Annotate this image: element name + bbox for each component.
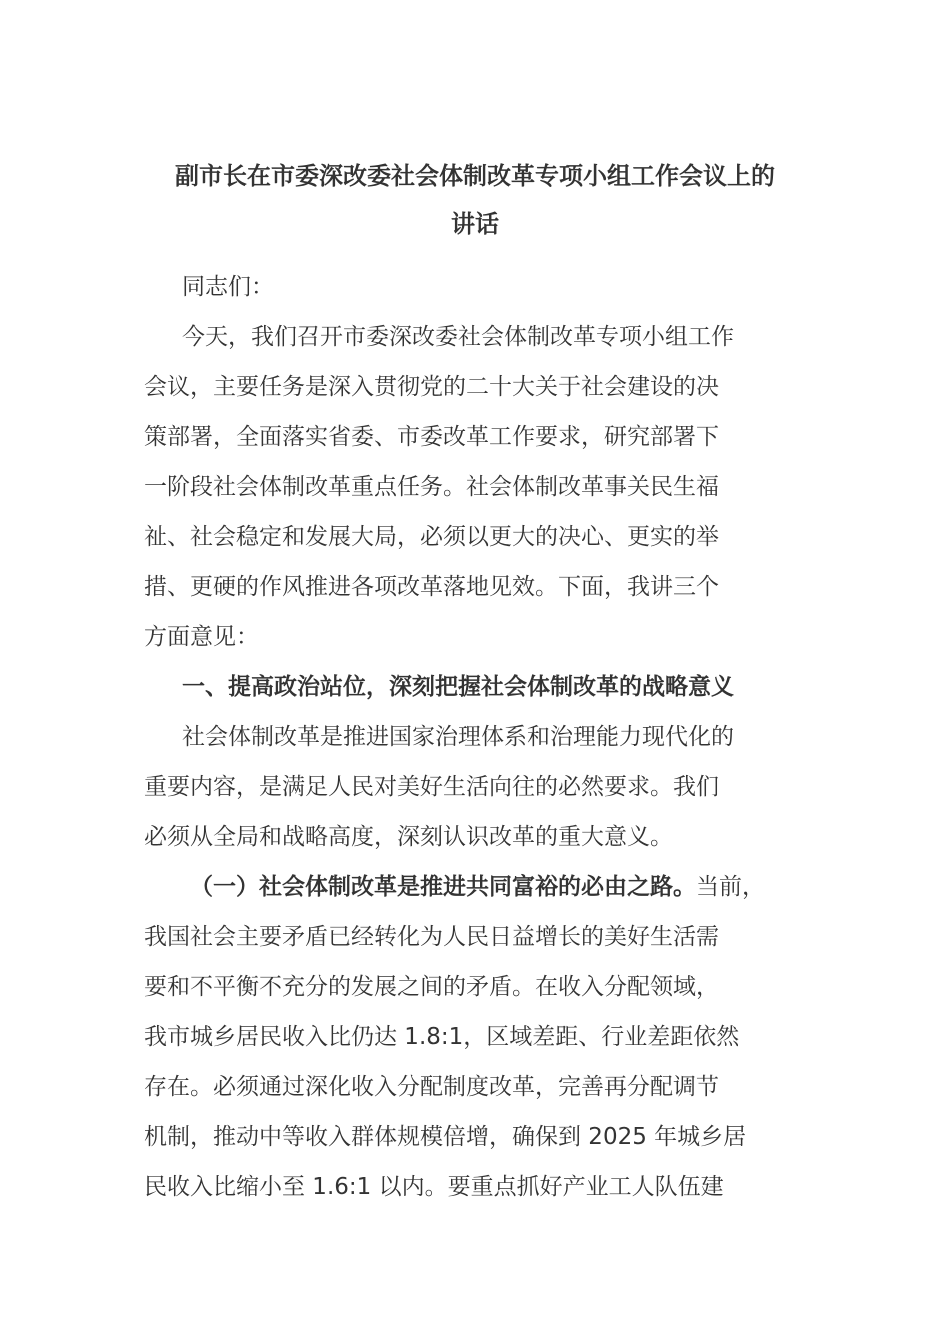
document-body bbox=[144, 262, 824, 1212]
paragraph-line: 一阶段社会体制改革重点任务。社会体制改革事关民生福 bbox=[144, 474, 719, 500]
paragraph-line: 重要内容，是满足人民对美好生活向往的必然要求。我们 bbox=[144, 774, 719, 800]
subheading-1-1: （一）社会体制改革是推进共同富裕的必由之路。 bbox=[190, 874, 696, 900]
document-title bbox=[130, 152, 820, 248]
section-heading-1: 一、提高政治站位，深刻把握社会体制改革的战略意义 bbox=[182, 674, 734, 700]
paragraph-line: 要和不平衡不充分的发展之间的矛盾。在收入分配领域， bbox=[144, 974, 719, 1000]
subsection-text: 当前， bbox=[696, 874, 765, 900]
paragraph-line: 社会体制改革是推进国家治理体系和治理能力现代化的 bbox=[182, 724, 734, 750]
title-line-2: 讲话 bbox=[451, 210, 499, 238]
paragraph-line: 存在。必须通过深化收入分配制度改革，完善再分配调节 bbox=[144, 1074, 719, 1100]
subsection-line bbox=[144, 862, 824, 912]
paragraph-line: 我国社会主要矛盾已经转化为人民日益增长的美好生活需 bbox=[144, 924, 719, 950]
paragraph-line: 机制，推动中等收入群体规模倍增，确保到 2025 年城乡居 bbox=[144, 1124, 747, 1150]
paragraph-line: 必须从全局和战略高度，深刻认识改革的重大意义。 bbox=[144, 824, 673, 850]
paragraph-line: 民收入比缩小至 1.6:1 以内。要重点抓好产业工人队伍建 bbox=[144, 1174, 724, 1200]
salutation: 同志们： bbox=[182, 274, 274, 300]
paragraph-line: 策部署，全面落实省委、市委改革工作要求，研究部署下 bbox=[144, 424, 719, 450]
paragraph-line: 措、更硬的作风推进各项改革落地见效。下面，我讲三个 bbox=[144, 574, 719, 600]
title-line-1: 副市长在市委深改委社会体制改革专项小组工作会议上的 bbox=[175, 162, 775, 190]
paragraph-line: 我市城乡居民收入比仍达 1.8:1，区域差距、行业差距依然 bbox=[144, 1024, 740, 1050]
paragraph-line: 方面意见： bbox=[144, 624, 259, 650]
paragraph-line: 会议，主要任务是深入贯彻党的二十大关于社会建设的决 bbox=[144, 374, 719, 400]
paragraph-line: 今天，我们召开市委深改委社会体制改革专项小组工作 bbox=[182, 324, 734, 350]
paragraph-line: 祉、社会稳定和发展大局，必须以更大的决心、更实的举 bbox=[144, 524, 719, 550]
